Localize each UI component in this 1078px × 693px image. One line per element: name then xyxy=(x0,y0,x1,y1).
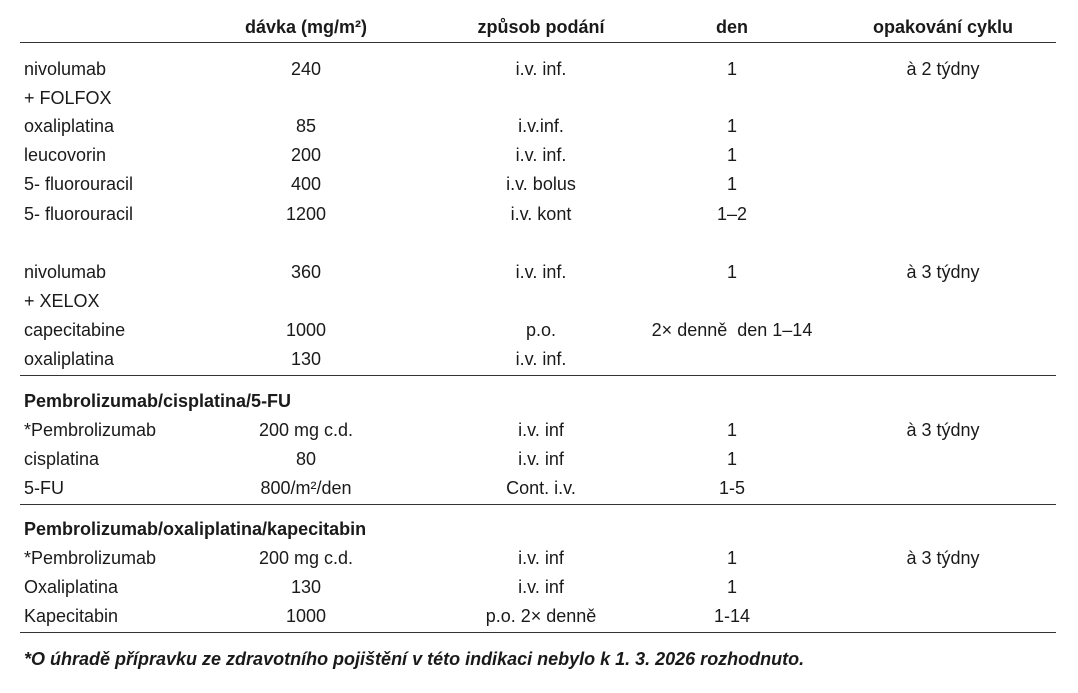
day-cell: 1 xyxy=(726,174,737,194)
drug-cell: 5- fluorouracil xyxy=(24,204,134,224)
drug-cell: oxaliplatina xyxy=(24,116,115,136)
day-cell: 1 xyxy=(726,59,737,79)
dose-cell: 1000 xyxy=(285,320,327,340)
table-row xyxy=(0,416,1078,445)
route-cell: i.v. bolus xyxy=(506,174,576,194)
cycle-cell: à 3 týdny xyxy=(906,262,980,282)
drug-cell: nivolumab xyxy=(24,59,107,79)
table-row xyxy=(0,573,1078,602)
section-rule xyxy=(20,504,1056,505)
route-cell: i.v. inf xyxy=(518,577,564,597)
dose-cell: 130 xyxy=(290,577,322,597)
dose-cell: 800/m²/den xyxy=(260,478,352,498)
route-cell: p.o. xyxy=(525,320,557,340)
header-rule xyxy=(20,42,1056,43)
drug-cell: leucovorin xyxy=(24,145,107,165)
day-cell: 1-5 xyxy=(718,478,745,498)
header-route: způsob podání xyxy=(477,17,605,37)
table-header xyxy=(0,13,1078,42)
route-cell: i.v. inf. xyxy=(515,59,567,79)
dose-cell: 80 xyxy=(295,449,317,469)
drug-cell: Oxaliplatina xyxy=(24,577,119,597)
regimen-title: Pembrolizumab/oxaliplatina/kapecitabin xyxy=(24,519,367,539)
table-row xyxy=(0,200,1078,229)
section-title xyxy=(0,515,1078,544)
drug-cell: + FOLFOX xyxy=(24,88,112,108)
day-cell: 1-14 xyxy=(713,606,751,626)
header-cycle: opakování cyklu xyxy=(872,17,1014,37)
drug-cell: 5- fluorouracil xyxy=(24,174,134,194)
table-row xyxy=(0,55,1078,84)
dose-cell: 200 mg c.d. xyxy=(258,548,354,568)
cycle-cell: à 3 týdny xyxy=(906,548,980,568)
route-cell: i.v. inf. xyxy=(515,349,567,369)
route-cell: i.v. inf xyxy=(518,548,564,568)
drug-cell: Kapecitabin xyxy=(24,606,119,626)
route-cell: i.v.inf. xyxy=(518,116,564,136)
table-row xyxy=(0,141,1078,170)
drug-cell: *Pembrolizumab xyxy=(24,548,157,568)
cycle-cell: à 3 týdny xyxy=(906,420,980,440)
table-row xyxy=(0,445,1078,474)
day-cell: 1 xyxy=(726,116,737,136)
dose-cell: 1000 xyxy=(285,606,327,626)
section-title xyxy=(0,387,1078,416)
route-cell: i.v. kont xyxy=(510,204,572,224)
day-cell: 2× denně den 1–14 xyxy=(651,320,813,340)
dose-cell: 85 xyxy=(295,116,317,136)
drug-cell: + XELOX xyxy=(24,291,100,311)
route-cell: i.v. inf xyxy=(518,449,564,469)
day-cell: 1 xyxy=(726,548,737,568)
bottom-rule xyxy=(20,632,1056,633)
header-dose: dávka (mg/m²) xyxy=(244,17,368,37)
drug-cell: cisplatina xyxy=(24,449,100,469)
route-cell: Cont. i.v. xyxy=(506,478,576,498)
dose-cell: 200 mg c.d. xyxy=(258,420,354,440)
table-row xyxy=(0,287,1078,316)
dose-cell: 360 xyxy=(290,262,322,282)
regimen-title: Pembrolizumab/cisplatina/5-FU xyxy=(24,391,292,411)
section-rule xyxy=(20,375,1056,376)
table-row xyxy=(0,316,1078,345)
route-cell: i.v. inf xyxy=(518,420,564,440)
route-cell: p.o. 2× denně xyxy=(485,606,597,626)
dose-cell: 1200 xyxy=(285,204,327,224)
table-row xyxy=(0,345,1078,374)
day-cell: 1 xyxy=(726,420,737,440)
drug-cell: capecitabine xyxy=(24,320,126,340)
day-cell: 1 xyxy=(726,262,737,282)
table-row xyxy=(0,602,1078,631)
table-row xyxy=(0,258,1078,287)
day-cell: 1 xyxy=(726,145,737,165)
table-row xyxy=(0,474,1078,503)
drug-cell: 5-FU xyxy=(24,478,64,498)
dose-cell: 130 xyxy=(290,349,322,369)
dose-cell: 240 xyxy=(290,59,322,79)
day-cell: 1–2 xyxy=(716,204,748,224)
dose-cell: 200 xyxy=(290,145,322,165)
drug-cell: nivolumab xyxy=(24,262,107,282)
footnote: *O úhradě přípravku ze zdravotního pojištění v této indikaci nebylo k 1. 3. 2026 rozhodnuto. xyxy=(24,649,805,669)
day-cell: 1 xyxy=(726,449,737,469)
route-cell: i.v. inf. xyxy=(515,145,567,165)
day-cell: 1 xyxy=(726,577,737,597)
drug-cell: *Pembrolizumab xyxy=(24,420,157,440)
drug-cell: oxaliplatina xyxy=(24,349,115,369)
header-day: den xyxy=(715,17,748,37)
cycle-cell: à 2 týdny xyxy=(906,59,980,79)
table-row xyxy=(0,544,1078,573)
table-row xyxy=(0,84,1078,113)
table-row xyxy=(0,170,1078,199)
dose-cell: 400 xyxy=(290,174,322,194)
route-cell: i.v. inf. xyxy=(515,262,567,282)
table-row xyxy=(0,112,1078,141)
